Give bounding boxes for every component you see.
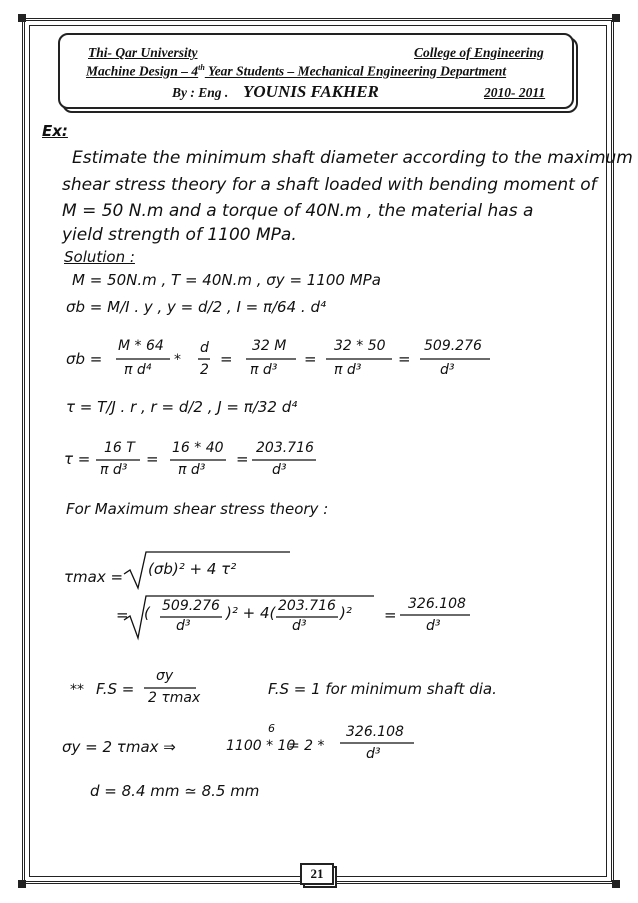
problem-line-1: Estimate the minimum shaft diameter according to the maximum <box>72 148 633 168</box>
tau-f3-num: 203.716 <box>256 440 314 456</box>
equals-sign: = <box>220 350 233 368</box>
tau-max-lhs: τmax = <box>64 568 124 586</box>
tau-f1-den: π d³ <box>100 462 128 478</box>
equals-sign: = <box>304 350 317 368</box>
final-exponent: 6 <box>268 722 275 735</box>
tau-max-a-num: 509.276 <box>162 598 220 614</box>
tau-max-result-den: d³ <box>426 618 441 634</box>
sigma-f2-num: d <box>200 340 209 356</box>
page-number: 21 <box>300 863 334 885</box>
final-lhs: σy = 2 τmax ⇒ <box>62 738 176 756</box>
final-den: d³ <box>366 746 381 762</box>
author-prefix: By : Eng . <box>172 85 229 100</box>
open-paren: ( <box>144 604 150 622</box>
final-num: 326.108 <box>346 724 404 740</box>
sigma-f1-num: M * 64 <box>118 338 164 354</box>
sigma-lhs: σb = <box>66 350 103 368</box>
final-eq: = 2 * <box>288 738 325 754</box>
sigma-f5-den: d³ <box>440 362 455 378</box>
final-answer: d = 8.4 mm ≃ 8.5 mm <box>90 782 260 800</box>
sigma-f2-den: 2 <box>200 362 209 378</box>
times-sign: * <box>174 352 181 368</box>
tau-max-result-num: 326.108 <box>408 596 466 612</box>
tau-max-b-num: 203.716 <box>278 598 336 614</box>
problem-line-2: shear stress theory for a shaft loaded with bending moment of <box>62 175 597 195</box>
course-prefix: Machine Design – 4 <box>86 63 199 79</box>
sigma-f1-den: π d⁴ <box>124 362 152 378</box>
tau-max-b-den: d³ <box>292 618 307 634</box>
given-values: M = 50N.m , T = 40N.m , σy = 1100 MPa <box>72 271 381 289</box>
tau-max-a-den: d³ <box>176 618 191 634</box>
tau-f3-den: d³ <box>272 462 287 478</box>
tau-f2-den: π d³ <box>178 462 206 478</box>
sigma-f4-num: 32 * 50 <box>334 338 386 354</box>
sigma-f5-num: 509.276 <box>424 338 482 354</box>
plus-four: )² + 4( <box>226 604 276 622</box>
academic-year: 2010- 2011 <box>484 85 546 100</box>
sigma-f3-num: 32 M <box>252 338 287 354</box>
equals-sign: = <box>236 450 249 468</box>
sigma-f3-den: π d³ <box>250 362 278 378</box>
theory-label: For Maximum shear stress theory : <box>66 500 329 518</box>
fs-lhs: F.S = <box>96 680 135 698</box>
tau-lhs: τ = <box>64 450 91 468</box>
problem-line-4: yield strength of 1100 MPa. <box>62 225 297 245</box>
author-name: YOUNIS FAKHER <box>243 82 379 101</box>
solution-label: Solution : <box>64 248 135 266</box>
equals-sign: = <box>384 606 397 624</box>
equals-sign: = <box>116 606 129 624</box>
problem-line-3: M = 50 N.m and a torque of 40N.m , the material has a <box>62 201 534 221</box>
fs-num: σy <box>156 668 174 684</box>
example-label: Ex: <box>42 122 68 140</box>
bending-stress-definition: σb = M/I . y , y = d/2 , I = π/64 . d⁴ <box>66 298 326 316</box>
course-sup: th <box>198 63 205 72</box>
sigma-f4-den: π d³ <box>334 362 362 378</box>
equals-sign: = <box>146 450 159 468</box>
tau-f1-num: 16 T <box>104 440 135 456</box>
torsion-definition: τ = T/J . r , r = d/2 , J = π/32 d⁴ <box>66 398 298 416</box>
college-name: College of Engineering <box>414 45 544 60</box>
fs-prefix: ** <box>70 682 84 698</box>
close-paren: )² <box>340 604 352 622</box>
course-suffix: Year Students – Mechanical Engineering Department <box>204 63 507 79</box>
equals-sign: = <box>398 350 411 368</box>
tau-max-expression: (σb)² + 4 τ² <box>148 560 237 578</box>
fs-note: F.S = 1 for minimum shaft dia. <box>268 680 497 698</box>
final-mid: 1100 * 10 <box>226 738 296 754</box>
fs-den: 2 τmax <box>148 690 201 706</box>
university-name: Thi- Qar University <box>88 45 198 60</box>
tau-f2-num: 16 * 40 <box>172 440 224 456</box>
